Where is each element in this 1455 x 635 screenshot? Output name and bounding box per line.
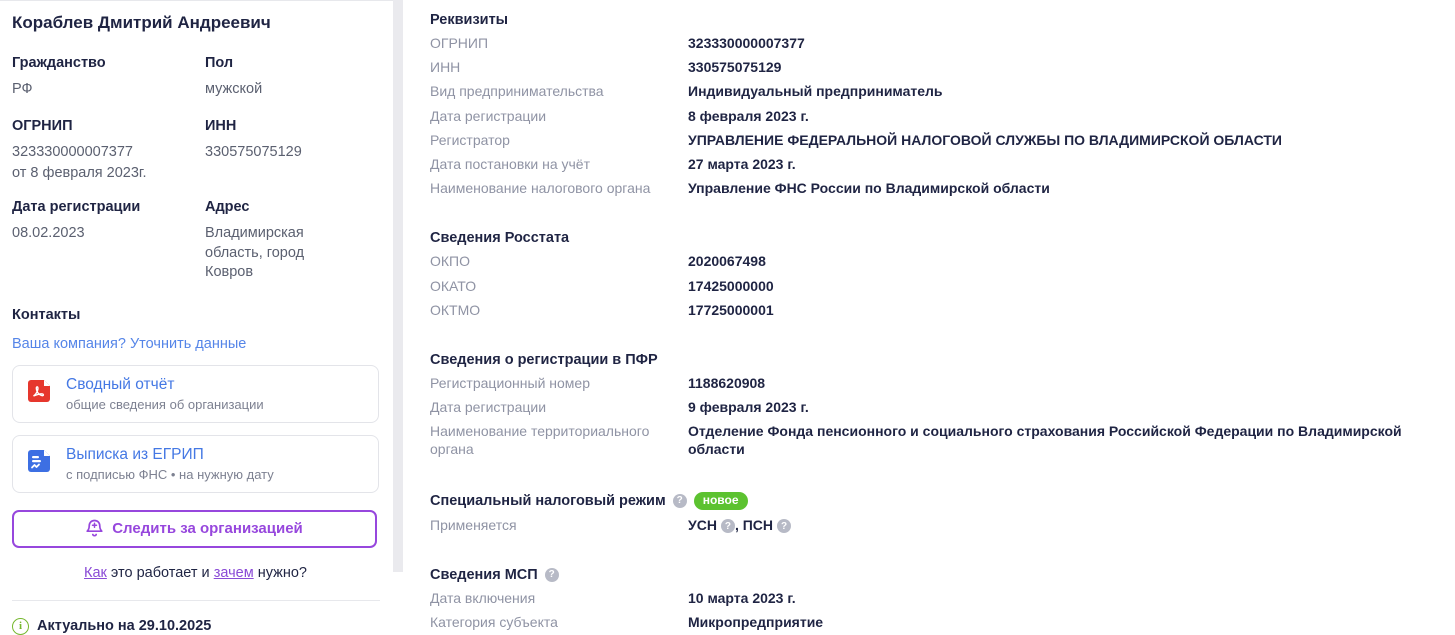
- field-value: мужской: [205, 81, 263, 97]
- section-requisites: [430, 8, 1455, 200]
- section-title: Реквизиты: [430, 12, 509, 28]
- row-value: 2020067498: [688, 253, 766, 270]
- row-label: Дата регистрации: [430, 107, 547, 124]
- update-company-link[interactable]: Ваша компания? Уточнить данные: [12, 335, 247, 352]
- details-panel: [403, 0, 1455, 630]
- detail-row: [430, 128, 1455, 152]
- field-label: Адрес: [205, 199, 250, 216]
- row-value: 330575075129: [688, 59, 782, 76]
- row-label: ОКПО: [430, 253, 470, 270]
- row-value: УПРАВЛЕНИЕ ФЕДЕРАЛЬНОЙ НАЛОГОВОЙ СЛУЖБЫ ПО ВЛАДИМИРСКОЙ ОБЛАСТИ: [688, 131, 1282, 148]
- detail-row: [430, 31, 1455, 55]
- row-label: Дата включения: [430, 589, 536, 606]
- field-value: 323330000007377: [12, 143, 133, 160]
- row-label: Регистратор: [430, 131, 510, 148]
- tax-regime-psn: ПСН: [742, 516, 774, 533]
- pdf-icon: [25, 377, 53, 410]
- follow-organization-button[interactable]: [12, 510, 377, 548]
- field-label: Гражданство: [12, 55, 106, 71]
- field-extra: от 8 февраля 2023г.: [12, 165, 147, 182]
- detail-row: [430, 104, 1455, 128]
- row-label: Регистрационный номер: [430, 374, 590, 391]
- field-inn: [205, 110, 379, 192]
- field-value: 330575075129: [205, 143, 302, 160]
- follow-button-label: Следить за организацией: [112, 519, 303, 537]
- detail-row: [430, 152, 1455, 176]
- how-it-works-line: [12, 565, 379, 581]
- report-card-text: [66, 446, 274, 482]
- actuality-line: [12, 618, 379, 635]
- vertical-divider: [393, 0, 403, 572]
- field-reg-date: [12, 191, 205, 293]
- field-address: [205, 191, 379, 293]
- help-icon[interactable]: ?: [673, 494, 687, 508]
- row-label: Наименование территориального органа: [430, 423, 650, 458]
- section-title: Сведения Росстата: [430, 230, 570, 247]
- tax-separator: ,: [734, 516, 743, 533]
- report-title[interactable]: Выписка из ЕГРИП: [66, 445, 204, 463]
- section-title: Специальный налоговый режим: [430, 492, 666, 509]
- field-value: РФ: [12, 81, 33, 97]
- entity-sidebar: [0, 0, 393, 635]
- row-value: 323330000007377: [688, 35, 805, 51]
- detail-row: [430, 274, 1455, 298]
- sidebar-divider: [12, 600, 380, 601]
- actuality-text: Актуально на 29.10.2025: [37, 618, 212, 635]
- row-value: 27 марта 2023 г.: [688, 155, 796, 172]
- help-icon[interactable]: ?: [545, 568, 559, 582]
- detail-row: [430, 371, 1455, 395]
- row-label: ОКАТО: [430, 277, 477, 294]
- row-value: Отделение Фонда пенсионного и социального страхования Российской Федерации по Владимирской области: [688, 423, 1402, 458]
- field-value: Владимирская область, город Ковров: [205, 225, 305, 281]
- report-title[interactable]: Сводный отчёт: [66, 375, 175, 393]
- field-label: Дата регистрации: [12, 199, 141, 216]
- field-label: ИНН: [205, 117, 237, 134]
- person-attributes: [12, 47, 379, 293]
- tax-regime-usn: УСН: [688, 516, 717, 533]
- detail-row: [430, 513, 1455, 537]
- row-value: Микропредприятие: [688, 614, 824, 630]
- field-label: ОГРНИП: [12, 117, 73, 134]
- row-label: ОКТМО: [430, 301, 481, 318]
- report-subtitle: общие сведения об организации: [66, 396, 264, 412]
- report-subtitle: с подписью ФНС • на нужную дату: [66, 466, 274, 482]
- row-label: Категория субъекта: [430, 614, 558, 630]
- tax-regimes-value: [688, 516, 1455, 534]
- section-msp: [430, 563, 1455, 634]
- row-label: Дата постановки на учёт: [430, 155, 590, 172]
- why-link[interactable]: зачем: [213, 564, 254, 581]
- row-value: Управление ФНС России по Владимирской области: [688, 180, 1050, 197]
- detail-row: [430, 419, 1455, 461]
- contacts-heading: Контакты: [12, 306, 81, 323]
- row-label: Дата регистрации: [430, 399, 547, 416]
- row-label: ОГРНИП: [430, 35, 489, 51]
- field-ogrnip: [12, 110, 205, 192]
- person-name: Кораблев Дмитрий Андреевич: [12, 13, 271, 32]
- field-value: 08.02.2023: [12, 225, 85, 242]
- row-value: 17725000001: [688, 301, 774, 318]
- detail-row: [430, 176, 1455, 200]
- how-tail: нужно?: [253, 564, 307, 581]
- report-card-text: [66, 376, 264, 412]
- field-gender: [205, 47, 379, 110]
- detail-row: [430, 55, 1455, 79]
- info-icon: i: [12, 618, 29, 635]
- bell-plus-icon: [86, 519, 103, 538]
- detail-row: [430, 249, 1455, 273]
- detail-row: [430, 610, 1455, 634]
- field-label: Пол: [205, 55, 234, 71]
- section-rosstat: [430, 226, 1455, 322]
- how-link[interactable]: Как: [84, 564, 107, 581]
- row-value: 17425000000: [688, 277, 774, 294]
- summary-report-card[interactable]: [12, 365, 379, 423]
- row-value: 1188620908: [688, 374, 766, 391]
- help-icon[interactable]: ?: [777, 519, 791, 533]
- row-value: 10 марта 2023 г.: [688, 589, 796, 606]
- row-value: 9 февраля 2023 г.: [688, 399, 809, 416]
- new-badge: новое: [694, 492, 748, 510]
- egrip-doc-icon: [25, 447, 53, 480]
- row-label: Наименование налогового органа: [430, 180, 651, 197]
- row-label: ИНН: [430, 59, 461, 76]
- row-value: Индивидуальный предприниматель: [688, 83, 943, 100]
- help-icon[interactable]: ?: [721, 519, 735, 533]
- section-title: Сведения МСП: [430, 566, 538, 583]
- row-label: Вид предпринимательства: [430, 83, 604, 100]
- detail-row: [430, 586, 1455, 610]
- row-label: Применяется: [430, 516, 517, 533]
- section-title: Сведения о регистрации в ПФР: [430, 351, 658, 368]
- detail-row: [430, 298, 1455, 322]
- detail-row: [430, 395, 1455, 419]
- how-text: это работает и: [106, 564, 214, 581]
- egrip-extract-card[interactable]: [12, 435, 379, 493]
- row-value: 8 февраля 2023 г.: [688, 107, 809, 124]
- field-citizenship: [12, 47, 205, 110]
- section-pfr: [430, 348, 1455, 462]
- detail-row: [430, 79, 1455, 103]
- section-tax-regime: [430, 488, 1455, 537]
